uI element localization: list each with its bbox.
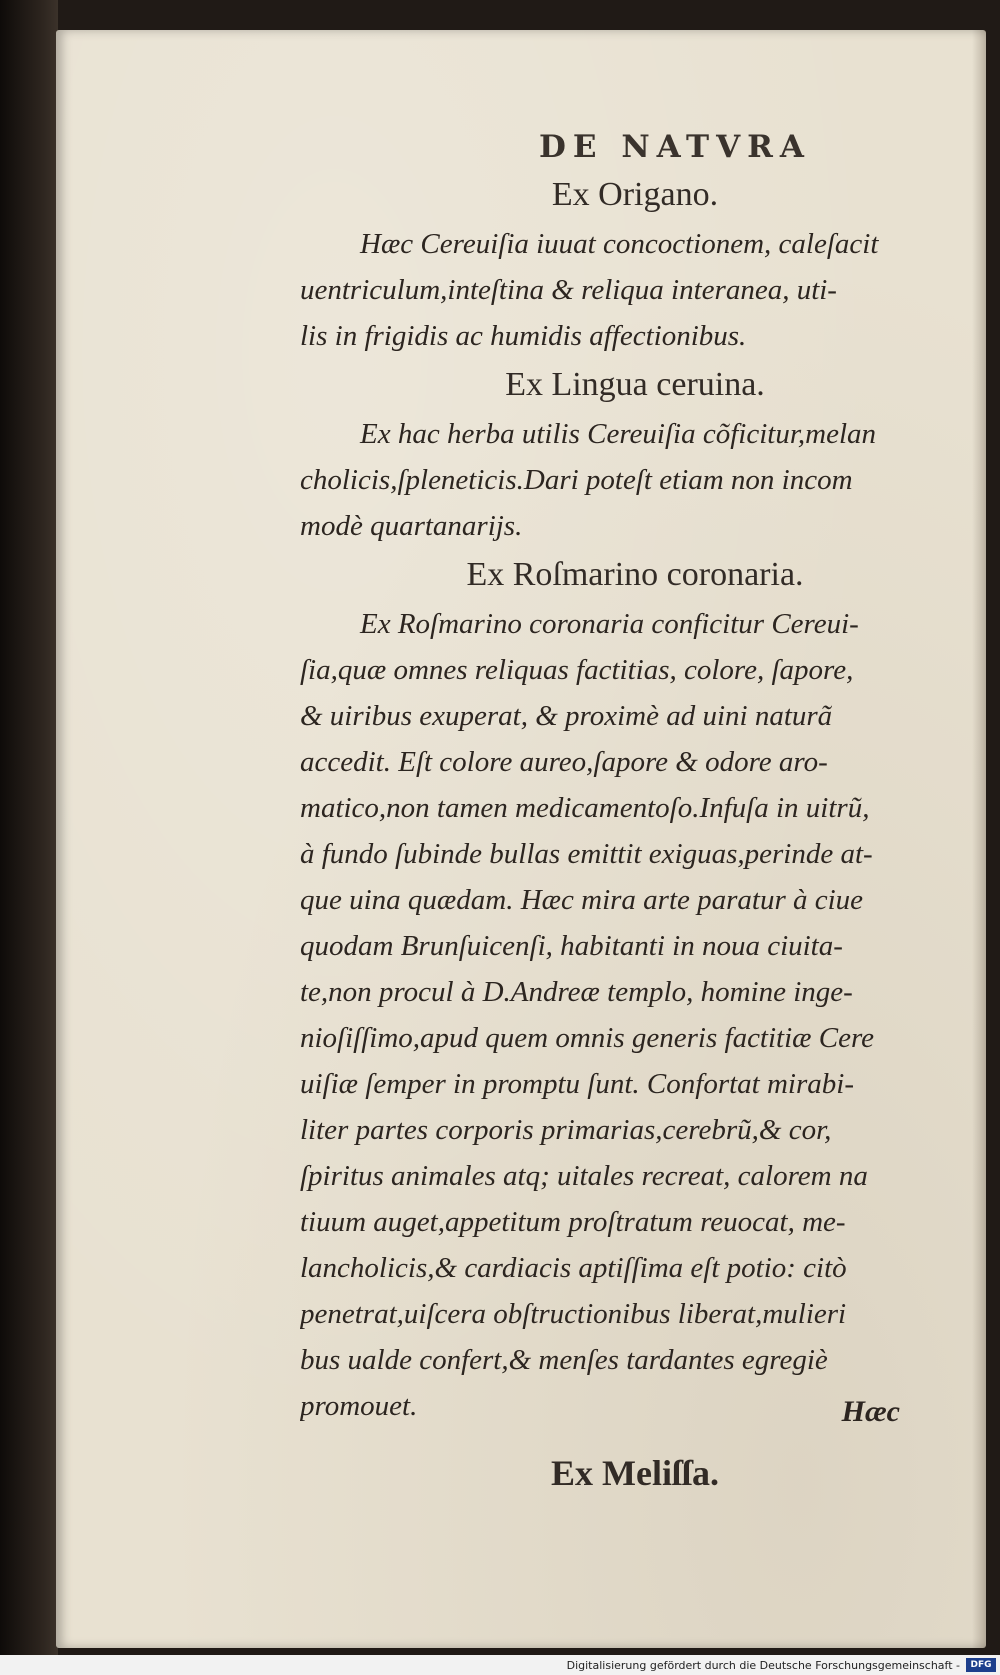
catchword: Hæc: [841, 1395, 900, 1428]
text-line: matico,non tamen medicamentoſo.Infuſa in uitrũ,: [300, 792, 870, 824]
dfg-logo-icon: DFG: [966, 1658, 996, 1672]
running-head: DE NATVRA: [539, 129, 811, 165]
text-line: tiuum auget,appetitum proſtratum reuocat, me-: [300, 1206, 846, 1238]
text-line: Ex Roſmarino coronaria conficitur Cereui-: [360, 608, 859, 640]
section-heading: Ex Meliſſa.: [551, 1453, 719, 1493]
text-line: te,non procul à D.Andreæ templo, homine inge-: [300, 976, 853, 1008]
text-line: nioſiſſimo,apud quem omnis generis factitiæ Cere: [300, 1022, 875, 1054]
text-line: lis in frigidis ac humidis affectionibus.: [300, 320, 747, 352]
text-line: bus ualde confert,& menſes tardantes egregiè: [300, 1344, 828, 1376]
text-line: modè quartanarijs.: [300, 510, 523, 542]
text-line: uiſiæ ſemper in promptu ſunt. Confortat mirabi-: [300, 1068, 854, 1100]
text-line: uentriculum,inteſtina & reliqua interanea, uti-: [300, 274, 837, 306]
text-line: Ex hac herba utilis Cereuiſia cõficitur,melan: [360, 418, 877, 450]
text-line: cholicis,ſpleneticis.Dari poteſt etiam non incom: [300, 464, 853, 496]
digitization-footer: [0, 1655, 1000, 1675]
text-line: liter partes corporis primarias,cerebrũ,& cor,: [300, 1114, 832, 1146]
text-line: & uiribus exuperat, & proximè ad uini naturã: [300, 700, 833, 732]
footer-credit: Digitalisierung gefördert durch die Deutsche Forschungsgemeinschaft -: [566, 1659, 960, 1672]
text-line: ſia,quæ omnes reliquas factitias, colore, ſapore,: [300, 654, 854, 686]
section-heading: Ex Roſmarino coronaria.: [466, 556, 804, 593]
text-line: quodam Brunſuicenſi, habitanti in noua ciuita-: [300, 930, 843, 962]
page-text-block: [300, 125, 970, 1499]
text-line: lancholicis,& cardiacis aptiſſima eſt potio: citò: [300, 1252, 847, 1284]
section-heading: Ex Origano.: [551, 176, 719, 213]
text-line: à fundo ſubinde bullas emittit exiguas,perinde at-: [300, 838, 873, 870]
text-line: ſpiritus animales atq; uitales recreat, calorem na: [300, 1160, 868, 1192]
page-edge-shadow: [972, 30, 986, 1648]
text-line: promouet.: [300, 1390, 418, 1422]
text-line: penetrat,uiſcera obſtructionibus liberat,mulieri: [300, 1298, 847, 1330]
text-line: Hæc Cereuiſia iuuat concoctionem, caleſacit: [360, 228, 879, 260]
text-line: que uina quædam. Hæc mira arte paratur à ciue: [300, 884, 864, 916]
book-binding-edge: [0, 0, 58, 1660]
section-heading: Ex Lingua ceruina.: [505, 366, 765, 403]
text-line: accedit. Eſt colore aureo,ſapore & odore aro-: [300, 746, 828, 778]
